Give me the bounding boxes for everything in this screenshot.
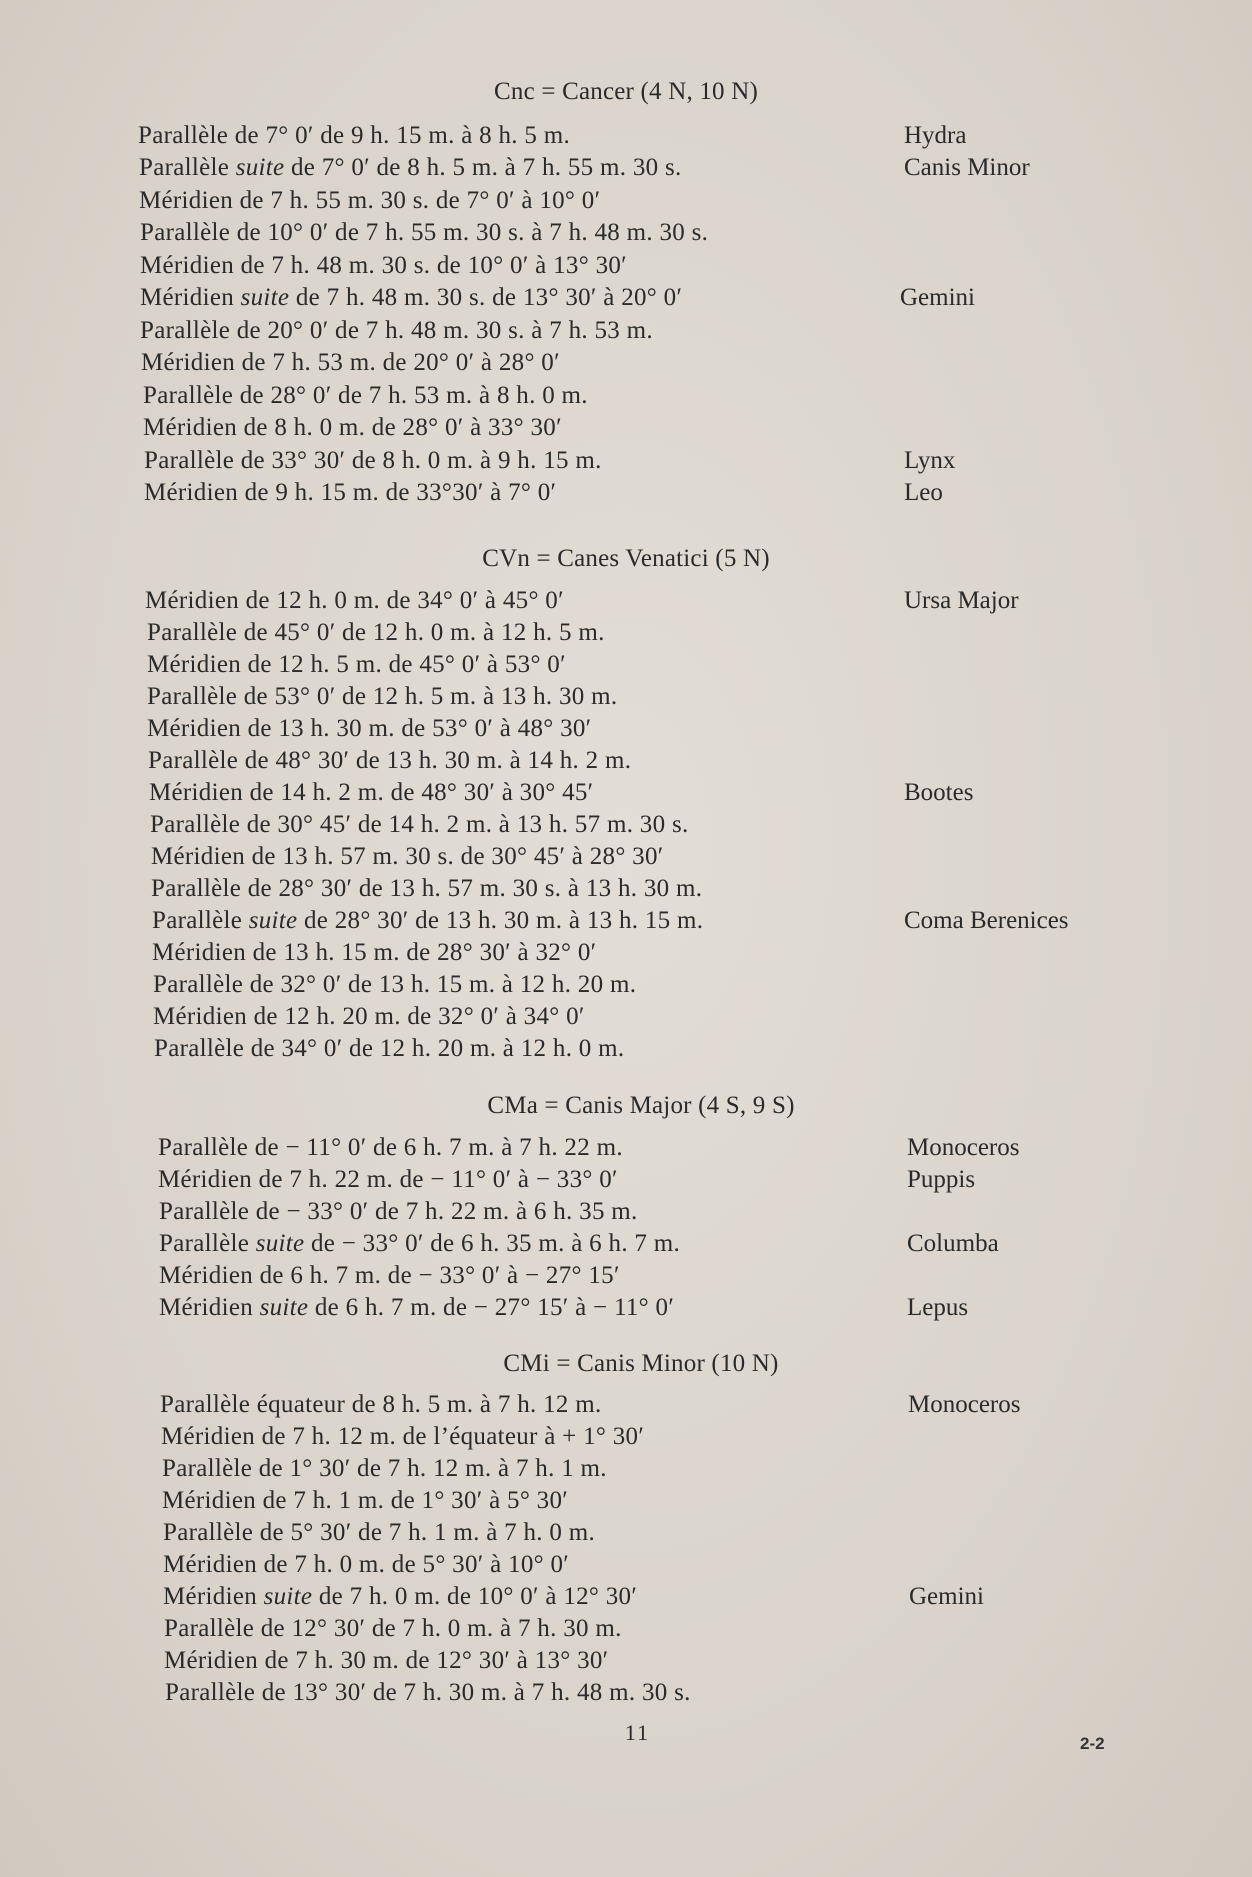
boundary-text: Méridien de 7 h. 53 m. de 20° 0′ à 28° 0′ <box>141 349 560 376</box>
boundary-row <box>0 1551 1252 1583</box>
boundary-row <box>0 349 1252 381</box>
boundary-text: Parallèle de 7° 0′ de 9 h. 15 m. à 8 h. 5 m. <box>138 122 571 149</box>
boundary-text: Méridien de 9 h. 15 m. de 33°30′ à 7° 0′ <box>144 479 557 506</box>
neighbor-constellation: Lynx <box>904 447 956 474</box>
boundary-row <box>0 317 1252 349</box>
boundary-row <box>0 715 1252 747</box>
neighbor-constellation: Monoceros <box>907 1134 1020 1161</box>
boundary-text: Parallèle de 28° 30′ de 13 h. 57 m. 30 s. à 13 h. 30 m. <box>151 875 703 902</box>
boundary-row <box>0 1391 1252 1423</box>
boundary-row <box>0 747 1252 779</box>
boundary-text: Méridien suite de 7 h. 48 m. 30 s. de 13° 30′ à 20° 0′ <box>140 284 683 311</box>
neighbor-constellation: Hydra <box>904 122 967 149</box>
boundary-row <box>0 1294 1252 1326</box>
neighbor-constellation: Coma Berenices <box>904 907 1069 934</box>
boundary-text: Parallèle de 1° 30′ de 7 h. 12 m. à 7 h. 1 m. <box>162 1455 607 1482</box>
boundary-text: Méridien de 13 h. 57 m. 30 s. de 30° 45′ à 28° 30′ <box>151 843 664 870</box>
suite-word: suite <box>263 1583 313 1610</box>
boundary-row <box>0 907 1252 939</box>
boundary-row <box>0 1198 1252 1230</box>
boundary-text: Parallèle de 33° 30′ de 8 h. 0 m. à 9 h. 15 m. <box>144 447 602 474</box>
neighbor-constellation: Bootes <box>904 779 974 806</box>
boundary-row <box>0 875 1252 907</box>
suite-word: suite <box>235 154 285 181</box>
boundary-row <box>0 811 1252 843</box>
section-title: CMa = Canis Major (4 S, 9 S) <box>487 1092 795 1119</box>
boundary-text: Méridien de 12 h. 5 m. de 45° 0′ à 53° 0′ <box>147 651 566 678</box>
boundary-row <box>0 122 1252 154</box>
boundary-text: Méridien suite de 7 h. 0 m. de 10° 0′ à 12° 30′ <box>163 1583 638 1610</box>
neighbor-constellation: Puppis <box>907 1166 976 1193</box>
boundary-text: Parallèle de − 33° 0′ de 7 h. 22 m. à 6 h. 35 m. <box>159 1198 638 1225</box>
boundary-text: Méridien de 13 h. 30 m. de 53° 0′ à 48° 30′ <box>147 715 592 742</box>
plate-reference: 2-2 <box>1080 1734 1105 1753</box>
suite-word: suite <box>255 1230 305 1257</box>
boundary-row <box>0 1003 1252 1035</box>
suite-word: suite <box>240 284 290 311</box>
boundary-row <box>0 1423 1252 1455</box>
section-title: CMi = Canis Minor (10 N) <box>503 1350 779 1377</box>
neighbor-constellation: Monoceros <box>908 1391 1021 1418</box>
boundary-text: Parallèle de 20° 0′ de 7 h. 48 m. 30 s. à 7 h. 53 m. <box>140 317 653 344</box>
boundary-text: Parallèle de 12° 30′ de 7 h. 0 m. à 7 h. 30 m. <box>164 1615 622 1642</box>
boundary-text: Parallèle de 34° 0′ de 12 h. 20 m. à 12 h. 0 m. <box>154 1035 625 1062</box>
boundary-row <box>0 1230 1252 1262</box>
boundary-text: Parallèle de 5° 30′ de 7 h. 1 m. à 7 h. 0 m. <box>163 1519 596 1546</box>
boundary-text: Méridien suite de 6 h. 7 m. de − 27° 15′ à − 11° 0′ <box>159 1294 675 1321</box>
boundary-text: Méridien de 12 h. 20 m. de 32° 0′ à 34° 0′ <box>153 1003 585 1030</box>
boundary-row <box>0 1487 1252 1519</box>
boundary-row <box>0 1679 1252 1711</box>
boundary-row <box>0 1134 1252 1166</box>
boundary-text: Méridien de 7 h. 55 m. 30 s. de 7° 0′ à 10° 0′ <box>139 187 601 214</box>
boundary-row <box>0 779 1252 811</box>
section-title: CVn = Canes Venatici (5 N) <box>482 545 770 572</box>
boundary-text: Méridien de 12 h. 0 m. de 34° 0′ à 45° 0′ <box>145 587 564 614</box>
boundary-row <box>0 187 1252 219</box>
boundary-row <box>0 1583 1252 1615</box>
boundary-row <box>0 1262 1252 1294</box>
neighbor-constellation: Gemini <box>900 284 975 311</box>
neighbor-constellation: Canis Minor <box>904 154 1030 181</box>
boundary-row <box>0 219 1252 251</box>
boundary-text: Parallèle de 28° 0′ de 7 h. 53 m. à 8 h. 0 m. <box>143 382 588 409</box>
boundary-text: Parallèle de 48° 30′ de 13 h. 30 m. à 14 h. 2 m. <box>148 747 632 774</box>
boundary-text: Parallèle de 32° 0′ de 13 h. 15 m. à 12 h. 20 m. <box>153 971 637 998</box>
boundary-row <box>0 683 1252 715</box>
neighbor-constellation: Leo <box>904 479 943 506</box>
boundary-text: Parallèle de 13° 30′ de 7 h. 30 m. à 7 h. 48 m. 30 s. <box>165 1679 691 1706</box>
boundary-text: Parallèle suite de 28° 30′ de 13 h. 30 m. à 13 h. 15 m. <box>152 907 704 934</box>
boundary-row <box>0 1615 1252 1647</box>
boundary-text: Méridien de 7 h. 30 m. de 12° 30′ à 13° 30′ <box>164 1647 609 1674</box>
boundary-row <box>0 479 1252 511</box>
neighbor-constellation: Gemini <box>909 1583 984 1610</box>
boundary-text: Méridien de 7 h. 12 m. de l’équateur à + 1° 30′ <box>161 1423 645 1450</box>
neighbor-constellation: Ursa Major <box>904 587 1019 614</box>
suite-word: suite <box>248 907 298 934</box>
boundary-text: Méridien de 8 h. 0 m. de 28° 0′ à 33° 30′ <box>143 414 562 441</box>
boundary-text: Parallèle de 53° 0′ de 12 h. 5 m. à 13 h. 30 m. <box>147 683 618 710</box>
boundary-row <box>0 154 1252 186</box>
boundary-text: Parallèle suite de − 33° 0′ de 6 h. 35 m. à 6 h. 7 m. <box>159 1230 681 1257</box>
boundary-row <box>0 587 1252 619</box>
boundary-text: Parallèle de − 11° 0′ de 6 h. 7 m. à 7 h. 22 m. <box>158 1134 623 1161</box>
boundary-row <box>0 651 1252 683</box>
boundary-row <box>0 971 1252 1003</box>
boundary-text: Parallèle de 10° 0′ de 7 h. 55 m. 30 s. à 7 h. 48 m. 30 s. <box>140 219 709 246</box>
boundary-row <box>0 1035 1252 1067</box>
boundary-row <box>0 284 1252 316</box>
boundary-text: Méridien de 6 h. 7 m. de − 33° 0′ à − 27° 15′ <box>159 1262 620 1289</box>
boundary-row <box>0 382 1252 414</box>
boundary-row <box>0 1519 1252 1551</box>
boundary-text: Méridien de 7 h. 48 m. 30 s. de 10° 0′ à 13° 30′ <box>140 252 627 279</box>
page-number: 11 <box>624 1720 651 1745</box>
boundary-row <box>0 252 1252 284</box>
suite-word: suite <box>259 1294 309 1321</box>
boundary-text: Parallèle suite de 7° 0′ de 8 h. 5 m. à 7 h. 55 m. 30 s. <box>139 154 682 181</box>
boundary-text: Méridien de 13 h. 15 m. de 28° 30′ à 32° 0′ <box>152 939 597 966</box>
boundary-row <box>0 1166 1252 1198</box>
boundary-row <box>0 414 1252 446</box>
boundary-text: Parallèle de 30° 45′ de 14 h. 2 m. à 13 h. 57 m. 30 s. <box>150 811 689 838</box>
boundary-text: Méridien de 7 h. 1 m. de 1° 30′ à 5° 30′ <box>162 1487 569 1514</box>
boundary-row <box>0 1647 1252 1679</box>
neighbor-constellation: Columba <box>907 1230 999 1257</box>
boundary-row <box>0 447 1252 479</box>
boundary-text: Parallèle équateur de 8 h. 5 m. à 7 h. 12 m. <box>160 1391 602 1418</box>
neighbor-constellation: Lepus <box>907 1294 969 1321</box>
section-title: Cnc = Cancer (4 N, 10 N) <box>494 78 758 105</box>
boundary-row <box>0 939 1252 971</box>
boundary-text: Méridien de 7 h. 22 m. de − 11° 0′ à − 33° 0′ <box>158 1166 618 1193</box>
boundary-row <box>0 1455 1252 1487</box>
boundary-text: Méridien de 7 h. 0 m. de 5° 30′ à 10° 0′ <box>163 1551 570 1578</box>
boundary-row <box>0 843 1252 875</box>
boundary-text: Méridien de 14 h. 2 m. de 48° 30′ à 30° 45′ <box>149 779 594 806</box>
boundary-text: Parallèle de 45° 0′ de 12 h. 0 m. à 12 h. 5 m. <box>147 619 605 646</box>
boundary-row <box>0 619 1252 651</box>
